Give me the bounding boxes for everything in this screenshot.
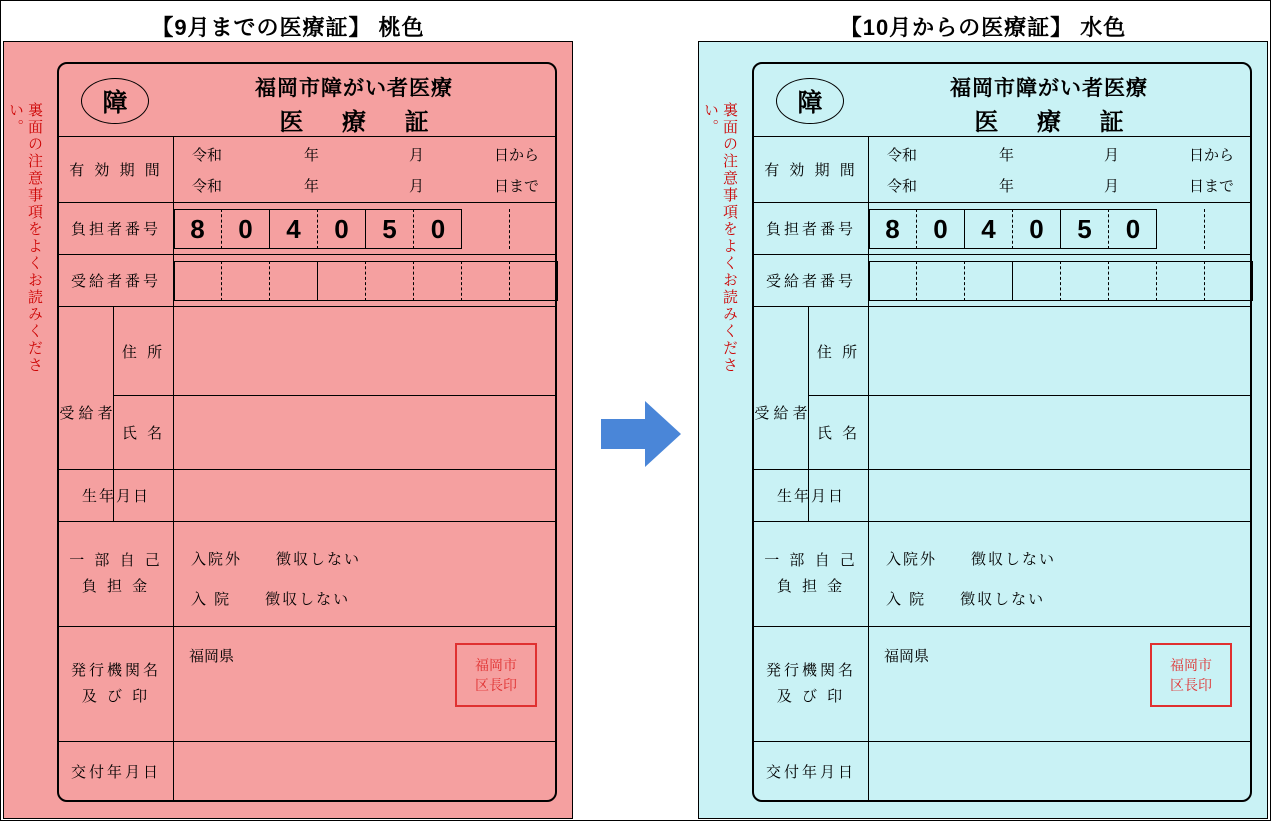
recipient-divider-1-right bbox=[809, 395, 1250, 396]
issuer-row-right bbox=[754, 627, 1250, 742]
copay-row-left bbox=[59, 522, 555, 627]
copay-inpatient-right: 入 院 徴収しない bbox=[886, 591, 1046, 608]
certificate-panel-after bbox=[698, 41, 1268, 819]
recipient-number-label-right: 受給者番号 bbox=[754, 255, 869, 306]
issuer-value-left: 福岡県 bbox=[189, 648, 235, 665]
issuer-label-left bbox=[59, 627, 174, 741]
card-title-line1-right: 福岡市障がい者医療 bbox=[950, 77, 1148, 100]
copay-label-line2-right: 負 担 金 bbox=[776, 578, 846, 595]
validity-row-left bbox=[59, 137, 555, 203]
validity-month-2-right: 月 bbox=[1104, 178, 1120, 195]
validity-era-2-left: 令和 bbox=[192, 178, 223, 195]
issued-date-row-right bbox=[754, 742, 1250, 800]
payer-digit-3-left: 0 bbox=[318, 209, 366, 249]
seal-line2-left: 区長印 bbox=[475, 677, 517, 693]
recipient-divider-1-left bbox=[114, 395, 555, 396]
certificate-panel-before bbox=[3, 41, 573, 819]
right-arrow-icon bbox=[601, 401, 681, 467]
payer-number-label-right: 負担者番号 bbox=[754, 203, 869, 254]
copay-outpatient-left: 入院外 徴収しない bbox=[191, 551, 362, 568]
payer-digit-2-left: 4 bbox=[270, 209, 318, 249]
validity-era-2-right: 令和 bbox=[887, 178, 918, 195]
validity-era-1-left: 令和 bbox=[192, 147, 223, 164]
recipient-digit-7-left bbox=[510, 261, 558, 301]
validity-end-1-right: 日から bbox=[1189, 147, 1235, 164]
issued-date-label-left: 交付年月日 bbox=[59, 742, 174, 800]
validity-line1-left bbox=[174, 137, 555, 170]
copay-outpatient-right: 入院外 徴収しない bbox=[886, 551, 1057, 568]
recipient-address-label-left: 住 所 bbox=[114, 307, 174, 395]
copay-label-right bbox=[754, 522, 869, 626]
recipient-number-label-left: 受給者番号 bbox=[59, 255, 174, 306]
recipient-digit-0-left bbox=[174, 261, 222, 301]
payer-digit-5-left: 0 bbox=[430, 213, 446, 244]
validity-row-right bbox=[754, 137, 1250, 203]
recipient-name-label-left: 氏 名 bbox=[114, 395, 174, 469]
payer-digit-6-right bbox=[1157, 209, 1205, 249]
seal-line2-right: 区長印 bbox=[1170, 677, 1212, 693]
back-side-note-left: 裏面の注意事項をよくお読みください。 bbox=[7, 102, 43, 374]
issuer-row-left bbox=[59, 627, 555, 742]
validity-month-2-left: 月 bbox=[409, 178, 425, 195]
card-title-line2-right: 医 療 証 bbox=[974, 109, 1140, 136]
payer-digit-0-right: 8 bbox=[869, 209, 917, 249]
issued-date-row-left bbox=[59, 742, 555, 800]
recipient-digit-5-right bbox=[1109, 261, 1157, 301]
validity-line1-right bbox=[869, 137, 1250, 170]
seal-line1-right: 福岡市 bbox=[1170, 657, 1212, 673]
disability-badge-left: 障 bbox=[81, 78, 149, 124]
validity-label-right: 有 効 期 間 bbox=[754, 137, 869, 202]
payer-number-row-left bbox=[59, 203, 555, 255]
validity-month-1-right: 月 bbox=[1104, 147, 1120, 164]
recipient-birth-label-right: 生年月日 bbox=[754, 469, 869, 522]
validity-era-1-right: 令和 bbox=[887, 147, 918, 164]
validity-month-1-left: 月 bbox=[409, 147, 425, 164]
validity-end-2-left: 日まで bbox=[494, 178, 540, 195]
official-seal-left bbox=[455, 643, 537, 707]
validity-year-2-left: 年 bbox=[304, 178, 320, 195]
card-title-line2-left: 医 療 証 bbox=[279, 109, 445, 136]
recipient-name-label-right: 氏 名 bbox=[809, 395, 869, 469]
medical-certificate-card-after bbox=[752, 62, 1252, 802]
recipient-birth-label-left: 生年月日 bbox=[59, 469, 174, 522]
payer-digit-6-left bbox=[462, 209, 510, 249]
copay-label-left bbox=[59, 522, 174, 626]
validity-label-left: 有 効 期 間 bbox=[59, 137, 174, 202]
disability-badge-right: 障 bbox=[776, 78, 844, 124]
panel-heading-left: 【9月までの医療証】 桃色 bbox=[151, 15, 425, 40]
recipient-block-right bbox=[754, 307, 1250, 522]
validity-year-1-right: 年 bbox=[999, 147, 1015, 164]
payer-number-label-left: 負担者番号 bbox=[59, 203, 174, 254]
panel-heading-right: 【10月からの医療証】 水色 bbox=[839, 15, 1127, 40]
recipient-digit-3-left bbox=[318, 261, 366, 301]
payer-digit-0-left: 8 bbox=[174, 209, 222, 249]
recipient-label-left: 受 給 者 bbox=[59, 307, 114, 521]
recipient-digit-5-left bbox=[414, 261, 462, 301]
payer-digit-4-left: 5 bbox=[366, 209, 414, 249]
recipient-label-right: 受 給 者 bbox=[754, 307, 809, 521]
payer-digit-7-right bbox=[1205, 209, 1253, 249]
payer-digit-4-right: 5 bbox=[1061, 209, 1109, 249]
copay-label-line1-left: 一 部 自 己 bbox=[69, 552, 163, 569]
validity-end-1-left: 日から bbox=[494, 147, 540, 164]
payer-digit-1-left: 0 bbox=[222, 209, 270, 249]
recipient-block-left bbox=[59, 307, 555, 522]
recipient-number-row-right bbox=[754, 255, 1250, 307]
copay-label-line2-left: 負 担 金 bbox=[81, 578, 151, 595]
recipient-digit-4-right bbox=[1061, 261, 1109, 301]
back-side-note-right: 裏面の注意事項をよくお読みください。 bbox=[702, 102, 738, 374]
issuer-label-line1-right: 発行機関名 bbox=[765, 662, 856, 679]
recipient-digit-6-left bbox=[462, 261, 510, 301]
payer-digit-7-left bbox=[510, 209, 558, 249]
payer-digit-1-right: 0 bbox=[917, 209, 965, 249]
validity-end-2-right: 日まで bbox=[1189, 178, 1235, 195]
recipient-digit-6-right bbox=[1157, 261, 1205, 301]
official-seal-right bbox=[1150, 643, 1232, 707]
recipient-digit-7-right bbox=[1205, 261, 1253, 301]
card-header-right bbox=[754, 64, 1250, 137]
issuer-value-right: 福岡県 bbox=[884, 648, 930, 665]
validity-line2-left bbox=[174, 168, 555, 201]
seal-line1-left: 福岡市 bbox=[475, 657, 517, 673]
payer-digit-2-right: 4 bbox=[965, 209, 1013, 249]
issuer-label-line1-left: 発行機関名 bbox=[70, 662, 161, 679]
recipient-digit-2-left bbox=[270, 261, 318, 301]
recipient-number-row-left bbox=[59, 255, 555, 307]
payer-digit-3-right: 0 bbox=[1013, 209, 1061, 249]
recipient-digit-2-right bbox=[965, 261, 1013, 301]
recipient-digit-4-left bbox=[366, 261, 414, 301]
recipient-digit-0-right bbox=[869, 261, 917, 301]
copay-inpatient-left: 入 院 徴収しない bbox=[191, 591, 351, 608]
recipient-digit-3-right bbox=[1013, 261, 1061, 301]
copay-row-right bbox=[754, 522, 1250, 627]
copay-label-line1-right: 一 部 自 己 bbox=[764, 552, 858, 569]
validity-year-1-left: 年 bbox=[304, 147, 320, 164]
issued-date-label-right: 交付年月日 bbox=[754, 742, 869, 800]
card-header-left bbox=[59, 64, 555, 137]
validity-year-2-right: 年 bbox=[999, 178, 1015, 195]
medical-certificate-card-before bbox=[57, 62, 557, 802]
issuer-label-line2-right: 及 び 印 bbox=[776, 688, 846, 705]
payer-number-row-right bbox=[754, 203, 1250, 255]
recipient-digit-1-right bbox=[917, 261, 965, 301]
issuer-label-line2-left: 及 び 印 bbox=[81, 688, 151, 705]
payer-digit-5-right: 0 bbox=[1125, 213, 1141, 244]
recipient-digit-1-left bbox=[222, 261, 270, 301]
card-title-line1-left: 福岡市障がい者医療 bbox=[255, 77, 453, 100]
validity-line2-right bbox=[869, 168, 1250, 201]
issuer-label-right bbox=[754, 627, 869, 741]
recipient-address-label-right: 住 所 bbox=[809, 307, 869, 395]
